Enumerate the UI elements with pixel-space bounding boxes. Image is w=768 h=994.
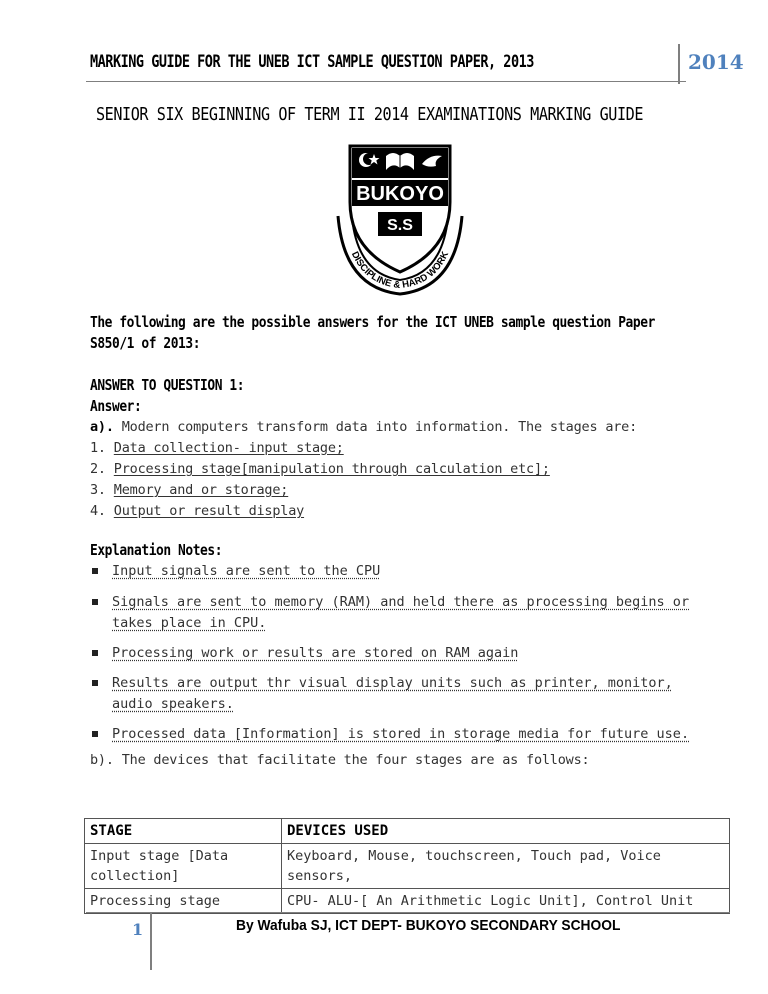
part-a-label: a). <box>90 419 114 435</box>
note-line: Results are output thr visual display units such as printer, monitor, <box>112 675 673 691</box>
note-item <box>90 561 730 582</box>
footer-rule <box>86 912 730 913</box>
intro-line-1: The following are the possible answers for the ICT UNEB sample question Paper <box>90 313 655 331</box>
part-b-line: b). The devices that facilitate the four stages are as follows: <box>90 752 590 768</box>
note-line: Processing work or results are stored on RAM again <box>112 645 519 661</box>
stage-number: 1. <box>90 440 106 456</box>
bullet-square-icon <box>92 650 98 656</box>
stage-number: 4. <box>90 503 106 519</box>
table-header-cell: DEVICES USED <box>282 819 730 844</box>
note-line: takes place in CPU. <box>112 615 267 631</box>
intro-line-2: S850/1 of 2013: <box>90 334 201 352</box>
stage-item <box>90 501 730 522</box>
stage-text: Memory and or storage; <box>113 482 289 498</box>
bullet-square-icon <box>92 731 98 737</box>
stage-item <box>90 480 730 501</box>
footer-text: By Wafuba SJ, ICT DEPT- BUKOYO SECONDARY SCHOOL <box>236 917 621 934</box>
note-line: audio speakers. <box>112 696 234 712</box>
document-body <box>90 312 730 771</box>
answer-label: Answer: <box>90 397 142 415</box>
header-title: MARKING GUIDE FOR THE UNEB ICT SAMPLE QUESTION PAPER, 2013 <box>90 52 534 71</box>
note-item <box>90 592 730 634</box>
stage-item <box>90 459 730 480</box>
devices-table <box>84 818 730 914</box>
note-line: Processed data [Information] is stored in storage media for future use. <box>112 726 690 742</box>
note-line: Signals are sent to memory (RAM) and held there as processing begins or <box>112 594 690 610</box>
school-crest-logo <box>330 140 470 300</box>
note-item <box>90 724 730 745</box>
bullet-square-icon <box>92 680 98 686</box>
table-cell-stage: Input stage [Data collection] <box>85 844 282 889</box>
table-row <box>85 889 730 914</box>
header-year: 2014 <box>688 50 744 74</box>
note-item <box>90 673 730 715</box>
question-heading: ANSWER TO QUESTION 1: <box>90 376 245 394</box>
logo-name: BUKOYO <box>356 183 444 205</box>
logo-motto: DISCIPLINE & HARD WORK <box>348 249 452 292</box>
bullet-square-icon <box>92 599 98 605</box>
stage-item <box>90 438 730 459</box>
logo-abbrev: S.S <box>387 217 413 234</box>
table-header-row <box>85 819 730 844</box>
stage-text: Data collection- input stage; <box>113 440 344 456</box>
header-rule <box>86 81 686 82</box>
stage-number: 3. <box>90 482 106 498</box>
table-row <box>85 844 730 889</box>
header-divider <box>678 44 680 84</box>
stage-text: Processing stage[manipulation through calculation etc]; <box>113 461 550 477</box>
footer-divider <box>150 912 152 970</box>
page-number: 1 <box>132 920 144 939</box>
note-line: Input signals are sent to the CPU <box>112 563 381 579</box>
stage-text: Output or result display <box>113 503 305 519</box>
part-a-line <box>90 417 730 438</box>
part-a-text: Modern computers transform data into information. The stages are: <box>113 419 638 435</box>
bullet-square-icon <box>92 568 98 574</box>
stage-number: 2. <box>90 461 106 477</box>
table-cell-devices: Keyboard, Mouse, touchscreen, Touch pad, Voice sensors, <box>282 844 730 889</box>
page-header <box>86 44 746 82</box>
table-header-cell: STAGE <box>85 819 282 844</box>
document-subtitle: SENIOR SIX BEGINNING OF TERM II 2014 EXAMINATIONS MARKING GUIDE <box>96 104 644 125</box>
notes-heading: Explanation Notes: <box>90 541 223 559</box>
table-cell-devices: CPU- ALU-[ An Arithmetic Logic Unit], Control Unit <box>282 889 730 914</box>
note-item <box>90 643 730 664</box>
table-cell-stage: Processing stage <box>85 889 282 914</box>
